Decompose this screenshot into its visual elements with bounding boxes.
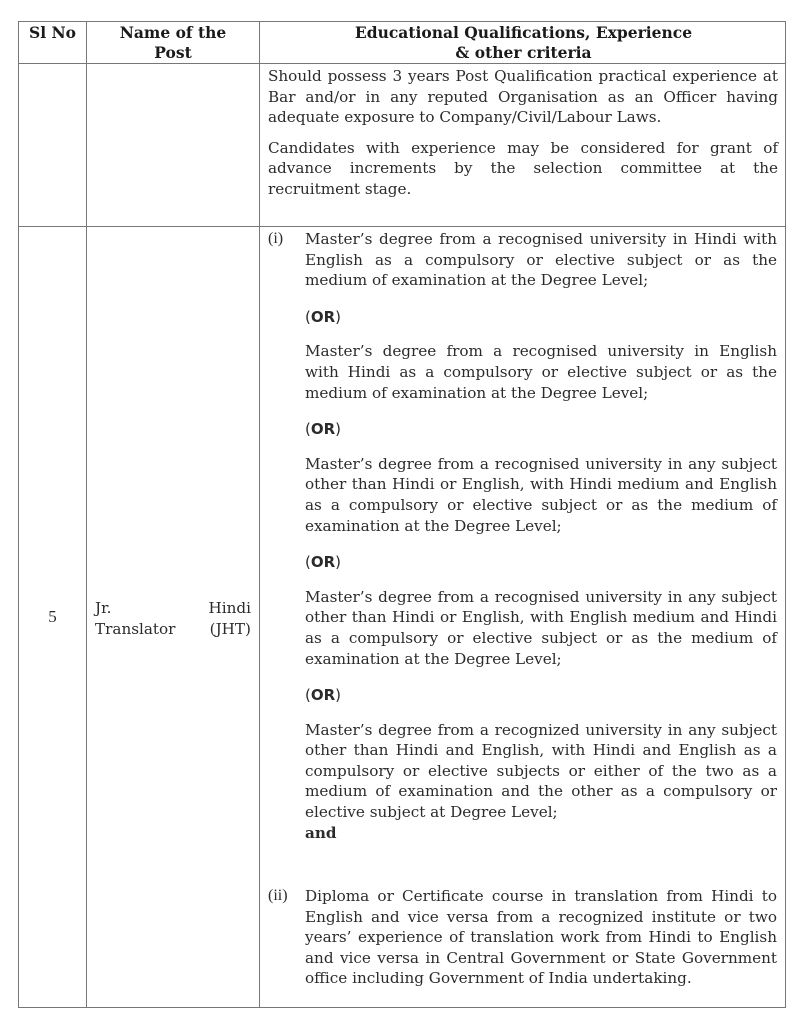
qualifications-table: [18, 21, 786, 1008]
or-text: OR: [310, 420, 336, 439]
header-sl-no: [19, 23, 86, 43]
item-ii-text: Diploma or Certificate course in translation from Hindi to English and vice versa from a recognized institute or two years’ experience of translation work from Hindi to English and vice versa in Central Government or State Government office including Government of India undertaking.: [305, 887, 777, 988]
header-sl-no-text: Sl No: [29, 23, 76, 42]
or-separator-2: (OR): [305, 420, 342, 439]
or-separator-3: (OR): [305, 553, 342, 572]
option-2: Master’s degree from a recognised university in English with Hindi as a compulsory or elective subject or as the medium of examination at the Degree Level;: [305, 342, 777, 402]
option-1: Master’s degree from a recognised university in Hindi with English as a compulsory or elective subject or as the medium of examination at the Degree Level;: [305, 230, 777, 290]
post-name: [95, 598, 251, 639]
or-text: OR: [310, 553, 336, 572]
row-divider: [19, 226, 785, 227]
header-criteria: [260, 23, 787, 63]
item-i-options: [305, 229, 777, 843]
option-3: Master’s degree from a recognised university in any subject other than Hindi or English, with Hindi medium and English as a compulsory or elective subject or as the medium of examination at the Degree Level;: [305, 454, 777, 535]
and-connector: and: [305, 823, 337, 842]
row-sl-no: 5: [48, 607, 57, 626]
item-i-label: (i): [268, 230, 284, 247]
post-name-line1: Jr. Hindi: [95, 599, 251, 617]
option-4: Master’s degree from a recognised university in any subject other than Hindi or English, with English medium and Hindi as a compulsory or elective subject or as the medium of examination at the Degree Level;: [305, 587, 777, 668]
or-separator-4: (OR): [305, 686, 342, 705]
increments-paragraph: Candidates with experience may be considered for grant of advance increments by the selection committee at the recruitment stage.: [268, 138, 778, 198]
header-post-name: [87, 23, 259, 63]
or-text: OR: [310, 686, 336, 705]
continued-criteria: [268, 66, 778, 200]
or-text: OR: [310, 307, 336, 326]
header-post-line2: Post: [154, 43, 192, 62]
header-divider: [19, 63, 785, 64]
column-divider: [86, 22, 87, 1007]
item-ii-label: (ii): [268, 887, 288, 904]
header-criteria-line1: Educational Qualifications, Experience: [354, 23, 693, 42]
header-criteria-line2: & other criteria: [455, 43, 592, 62]
option-5: Master’s degree from a recognized university in any subject other than Hindi and English, with Hindi and English as a compulsory or elective subjects or either of the two as a medium of examination and the other as a compulsory or elective subject at Degree Level;: [305, 720, 777, 822]
post-name-line2: Translator (JHT): [95, 619, 251, 638]
column-divider: [259, 22, 260, 1007]
or-separator-1: (OR): [305, 307, 342, 326]
experience-paragraph: Should possess 3 years Post Qualification practical experience at Bar and/or in any reputed Organisation as an Officer having adequate exposure to Company/Civil/Labour Laws.: [268, 67, 778, 127]
header-post-line1: Name of the: [119, 23, 227, 42]
